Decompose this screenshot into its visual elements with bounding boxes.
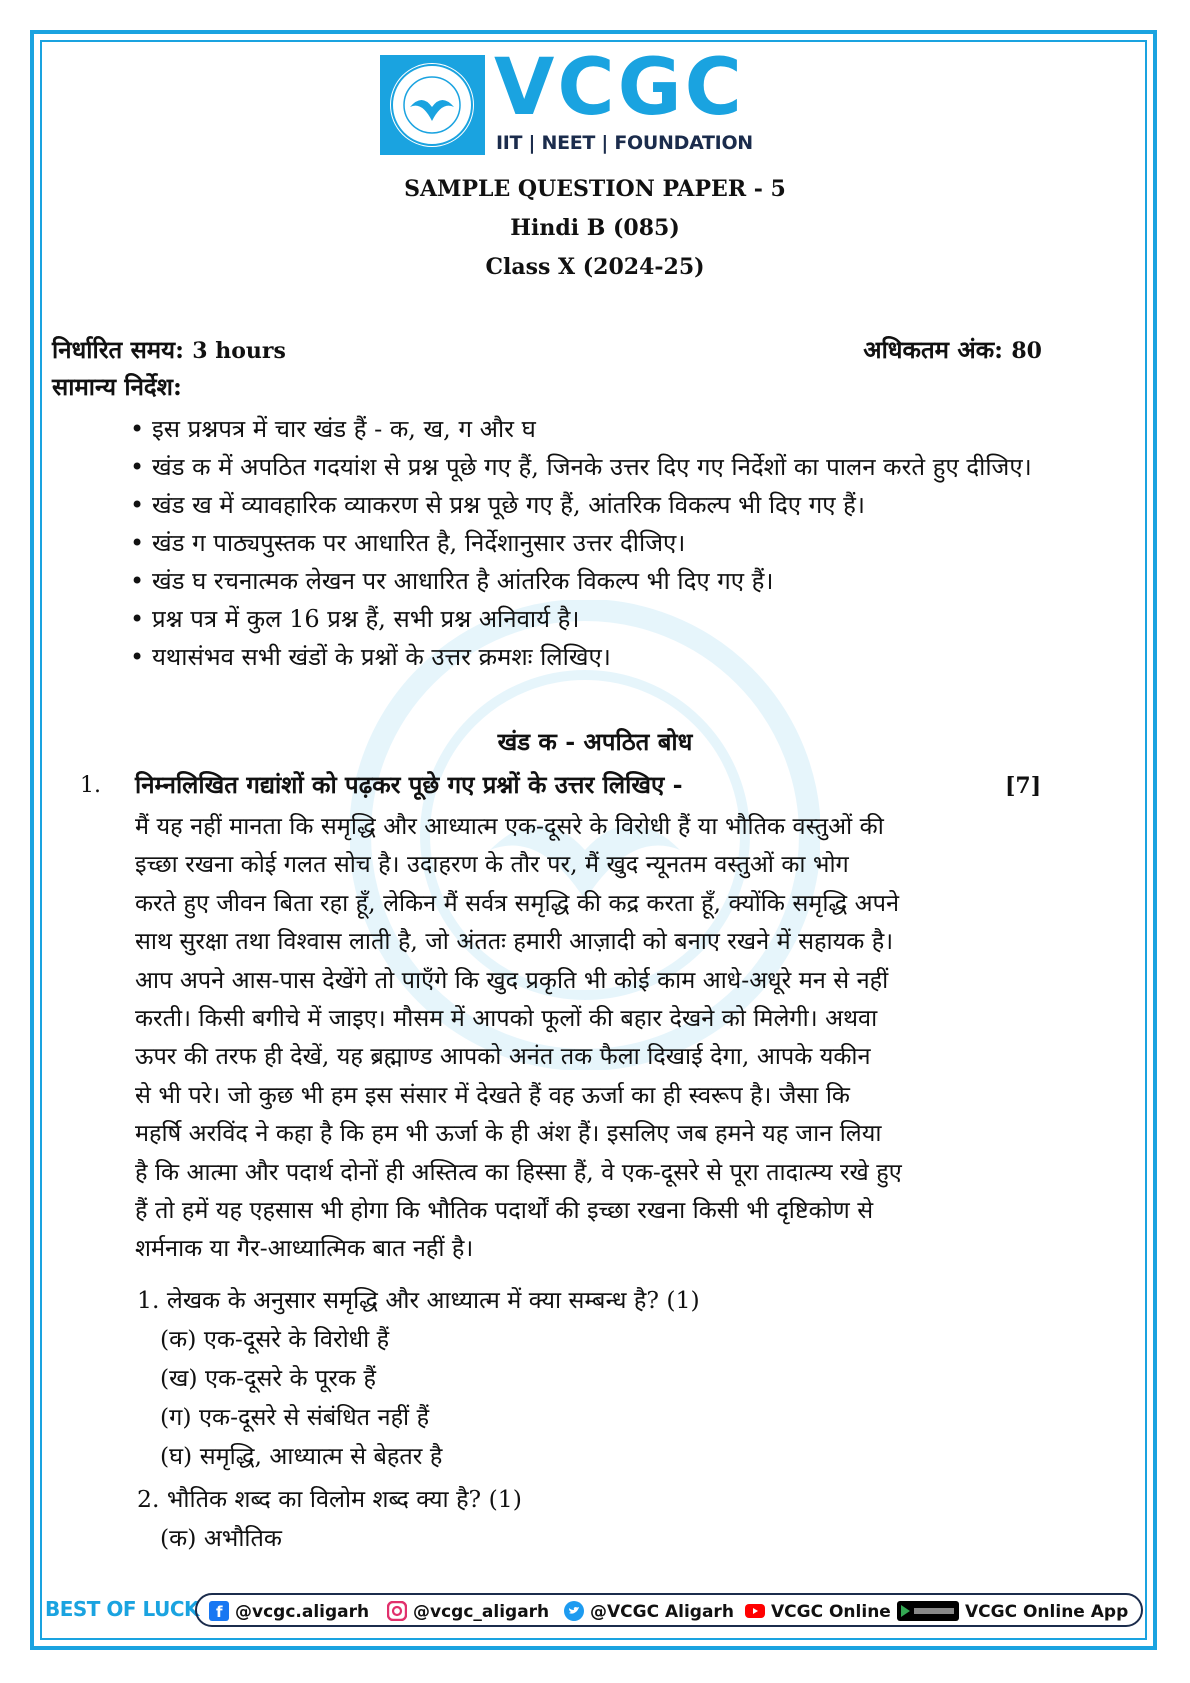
question-marks: [7] [1005,773,1042,799]
passage-line: महर्षि अरविंद ने कहा है कि हम भी ऊर्जा के ही अंश हैं। इसलिए जब हमने यह जान लिया [135,1119,882,1148]
instagram-link[interactable] [387,1601,549,1622]
passage-line: करती। किसी बगीचे में जाइए। मौसम में आपको फूलों की बहार देखने को मिलेगी। अथवा [135,1004,878,1033]
instruction-item: • खंड ग पाठ्यपुस्तक पर आधारित है, निर्देशानुसार उत्तर दीजिए। [152,524,1052,562]
passage [135,807,1055,1268]
instructions-list [152,410,1052,676]
instruction-item: • इस प्रश्नपत्र में चार खंड हैं - क, ख, ग और घ [152,410,1052,448]
section-title: खंड क - अपठित बोध [497,727,693,756]
paper-title: SAMPLE QUESTION PAPER - 5 [404,176,786,202]
best-of-luck: BEST OF LUCK [45,1597,199,1621]
time-label: निर्धारित समय: [52,335,184,364]
twitter-handle: @VCGC Aligarh [590,1602,734,1622]
marks-label: अधिकतम अंक: [863,335,1004,364]
sub-question-1: 1. लेखक के अनुसार समृद्धि और आध्यात्म में क्या सम्बन्ध है? (1) [137,1286,700,1314]
option-b: (ख) एक-दूसरे के पूरक हैं [160,1364,376,1392]
logo-wordmark: VCGC [494,43,745,133]
youtube-name: VCGC Online [771,1602,891,1622]
max-marks [863,333,1042,366]
youtube-icon [745,1601,765,1621]
instruction-item: • यथासंभव सभी खंडों के प्रश्नों के उत्तर क्रमशः लिखिए। [152,638,1052,676]
svg-text:f: f [216,1603,223,1621]
facebook-link[interactable] [209,1601,369,1622]
passage-line: आप अपने आस-पास देखेंगे तो पाएँगे कि खुद प्रकृति भी कोई काम आधे-अधूरे मन से नहीं [135,965,889,994]
option-a: (क) अभौतिक [160,1524,282,1552]
sub-question-2: 2. भौतिक शब्द का विलोम शब्द क्या है? (1) [137,1485,522,1513]
question-number: 1. [80,773,101,798]
passage-line: मैं यह नहीं मानता कि समृद्धि और आध्यात्म एक-दूसरे के विरोधी हैं या भौतिक वस्तुओं की [135,812,884,840]
google-play-icon [897,1601,959,1621]
facebook-handle: @vcgc.aligarh [235,1602,370,1622]
facebook-icon [209,1601,229,1621]
passage-line: करते हुए जीवन बिता रहा हूँ, लेकिन मैं सर्वत्र समृद्धि की कद्र करता हूँ, क्योंकि समृद्धि अपने [135,888,900,917]
logo-tagline: IIT | NEET | FOUNDATION [496,132,753,154]
twitter-link[interactable] [564,1601,734,1622]
playstore-name: VCGC Online App [965,1602,1129,1622]
paper-subject: Hindi B (085) [510,215,680,241]
time-value: 3 hours [192,338,286,364]
passage-line: ऊपर की तरफ ही देखें, यह ब्रह्माण्ड आपको अनंत तक फैला दिखाई देगा, आपके यकीन [135,1042,871,1071]
option-c: (ग) एक-दूसरे से संबंधित नहीं हैं [160,1403,430,1431]
question-text: निम्नलिखित गद्यांशों को पढ़कर पूछे गए प्रश्नों के उत्तर लिखिए - [135,770,683,799]
passage-line: से भी परे। जो कुछ भी हम इस संसार में देखते हैं वह ऊर्जा का ही स्वरूप है। जैसा कि [135,1080,850,1109]
logo-seal-icon [380,55,485,155]
instagram-icon [387,1601,407,1621]
instruction-item: • खंड ख में व्यावहारिक व्याकरण से प्रश्न पूछे गए हैं, आंतरिक विकल्प भी दिए गए हैं। [152,486,1052,524]
instruction-item: • प्रश्न पत्र में कुल 16 प्रश्न हैं, सभी प्रश्न अनिवार्य है। [152,600,1052,638]
instagram-handle: @vcgc_aligarh [413,1602,550,1622]
passage-line: शर्मनाक या गैर-आध्यात्मिक बात नहीं है। [135,1234,474,1263]
paper-class: Class X (2024-25) [485,254,705,280]
marks-value: 80 [1011,338,1042,364]
time-allowed [52,333,286,366]
passage-line: इच्छा रखना कोई गलत सोच है। उदाहरण के तौर पर, मैं खुद न्यूनतम वस्तुओं का भोग [135,850,849,879]
footer-bar [45,1593,1145,1627]
twitter-icon [564,1601,584,1621]
passage-line: है कि आत्मा और पदार्थ दोनों ही अस्तित्व का हिस्सा हैं, वे एक-दूसरे से पूरा तादात्म्य रखे हुए [135,1157,902,1186]
youtube-link[interactable] [745,1601,891,1622]
playstore-link[interactable] [897,1601,1128,1622]
social-links-bar [195,1593,1143,1627]
instructions-heading: सामान्य निर्देश: [52,372,182,401]
passage-line: साथ सुरक्षा तथा विश्वास लाती है, जो अंततः हमारी आज़ादी को बनाए रखने में सहायक है। [135,927,894,956]
passage-line: हैं तो हमें यह एहसास भी होगा कि भौतिक पदार्थों की इच्छा रखना किसी भी दृष्टिकोण से [135,1196,874,1225]
instruction-item: • खंड क में अपठित गदयांश से प्रश्न पूछे गए हैं, जिनके उत्तर दिए गए निर्देशों का पालन करते हुए दीजिए। [152,448,1052,486]
option-a: (क) एक-दूसरे के विरोधी हैं [160,1325,390,1353]
vcgc-logo [380,43,753,155]
option-d: (घ) समृद्धि, आध्यात्म से बेहतर है [160,1442,443,1470]
instruction-item: • खंड घ रचनात्मक लेखन पर आधारित है आंतरिक विकल्प भी दिए गए हैं। [152,562,1052,600]
